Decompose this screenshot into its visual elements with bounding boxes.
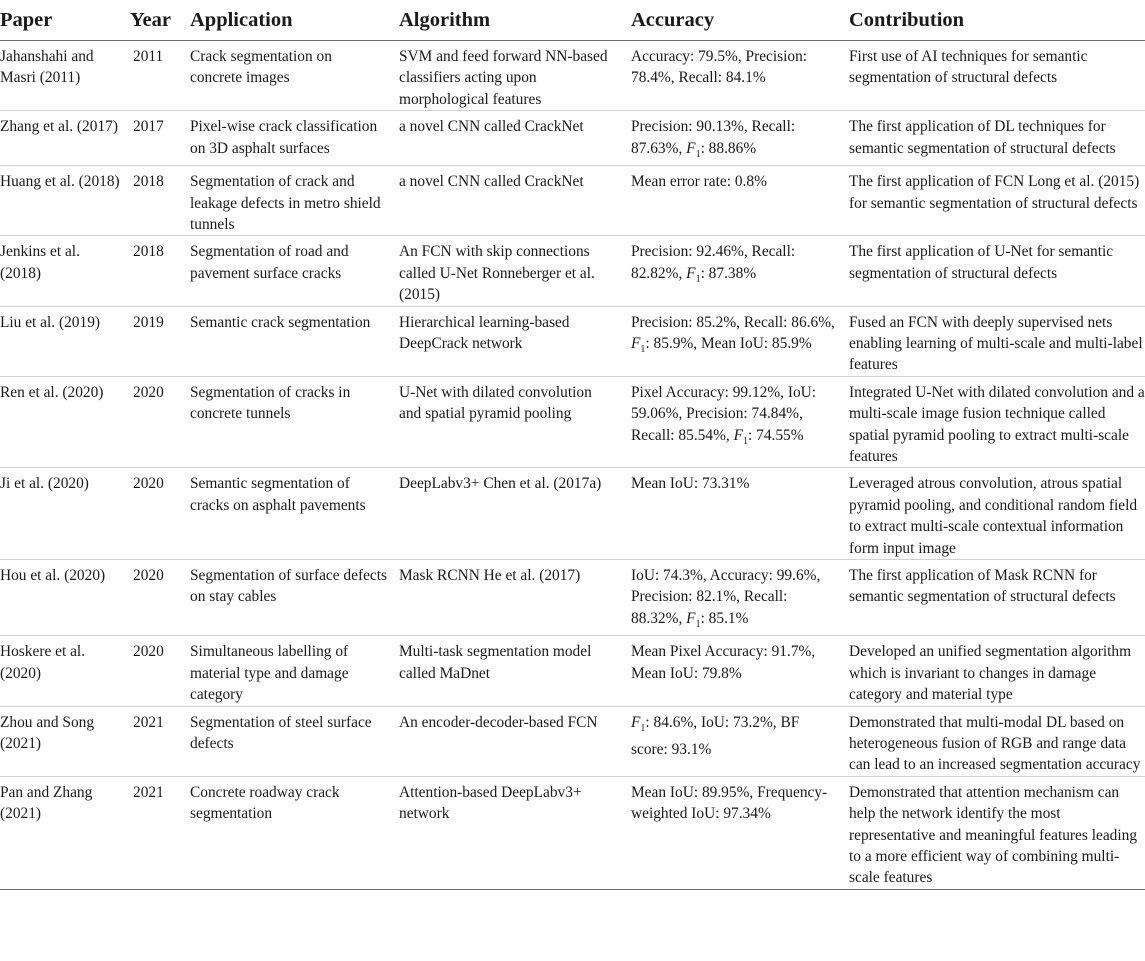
algorithm-cell	[399, 636, 631, 706]
algorithm-cell	[399, 166, 631, 236]
contribution-cell-text: The first application of DL techniques for semantic segmentation of structural defects	[849, 118, 1116, 157]
application-cell-text: Semantic segmentation of cracks on asphalt pavements	[190, 475, 366, 514]
algorithm-cell	[399, 236, 631, 306]
contribution-cell-text: The first application of U-Net for semantic segmentation of structural defects	[849, 243, 1114, 282]
table-row	[0, 776, 1145, 889]
paper-cell-text: Hoskere et al. (2020)	[0, 643, 86, 682]
application-cell-text: Segmentation of crack and leakage defects in metro shield tunnels	[190, 173, 381, 233]
accuracy-cell	[631, 376, 849, 468]
paper-cell	[0, 776, 130, 889]
contribution-cell-text: Fused an FCN with deeply supervised nets enabling learning of multi-scale and multi-label features	[849, 313, 1143, 374]
application-cell	[190, 468, 399, 560]
year-cell-text: 2020	[133, 643, 164, 661]
contribution-cell	[849, 636, 1145, 706]
table-row	[0, 636, 1145, 706]
application-cell	[190, 706, 399, 776]
year-cell	[130, 376, 190, 468]
year-cell-text: 2018	[133, 173, 164, 191]
paper-cell	[0, 41, 130, 111]
algorithm-cell-text: SVM and feed forward NN-based classifiers acting upon morphological features	[399, 48, 608, 108]
algorithm-cell	[399, 706, 631, 776]
table-row	[0, 306, 1145, 376]
year-cell	[130, 236, 190, 306]
accuracy-cell-text: Pixel Accuracy: 99.12%, IoU: 59.06%, Precision: 74.84%, Recall: 85.54%, $F_1$: 74.55%	[631, 383, 817, 447]
application-cell	[190, 560, 399, 636]
year-cell-text: 2017	[133, 118, 164, 136]
application-cell	[190, 111, 399, 166]
contribution-cell	[849, 776, 1145, 889]
year-cell-text: 2011	[133, 48, 164, 65]
algorithm-cell	[399, 776, 631, 889]
accuracy-cell-text: Precision: 90.13%, Recall: 87.63%, $F_1$: 88.86%	[631, 118, 796, 160]
paper-cell	[0, 236, 130, 306]
contribution-cell-text: First use of AI techniques for semantic segmentation of structural defects	[849, 48, 1088, 87]
contribution-cell	[849, 236, 1145, 306]
contribution-cell-text: The first application of FCN Long et al. (2015) for semantic segmentation of structural defects	[849, 173, 1140, 212]
year-cell-text: 2020	[133, 567, 164, 585]
contribution-cell	[849, 306, 1145, 376]
year-cell-text: 2021	[133, 783, 164, 801]
paper-cell-text: Zhang et al. (2017)	[0, 118, 118, 136]
paper-cell-text: Hou et al. (2020)	[0, 567, 106, 585]
application-cell-text: Segmentation of road and pavement surface cracks	[190, 243, 349, 282]
algorithm-cell-text: An encoder-decoder-based FCN	[399, 713, 598, 731]
paper-cell	[0, 166, 130, 236]
paper-cell-text: Jenkins et al. (2018)	[0, 243, 80, 282]
year-cell	[130, 41, 190, 111]
application-cell-text: Crack segmentation on concrete images	[190, 48, 332, 87]
contribution-cell	[849, 376, 1145, 468]
application-cell-text: Semantic crack segmentation	[190, 313, 371, 331]
table-row	[0, 560, 1145, 636]
accuracy-cell	[631, 41, 849, 111]
table-row	[0, 111, 1145, 166]
application-cell-text: Segmentation of cracks in concrete tunnels	[190, 383, 351, 423]
header-paper: Paper	[0, 0, 130, 41]
algorithm-cell	[399, 560, 631, 636]
year-cell	[130, 468, 190, 560]
table-row	[0, 166, 1145, 236]
year-cell	[130, 706, 190, 776]
header-application: Application	[190, 0, 399, 41]
algorithm-cell-text: Multi-task segmentation model called MaDnet	[399, 643, 592, 682]
accuracy-cell-text: Mean Pixel Accuracy: 91.7%, Mean IoU: 79.8%	[631, 643, 816, 682]
paper-cell-text: Huang et al. (2018)	[0, 173, 120, 191]
application-cell	[190, 376, 399, 468]
accuracy-cell-text: Precision: 85.2%, Recall: 86.6%, $F_1$: 85.9%, Mean IoU: 85.9%	[631, 313, 835, 356]
accuracy-cell-text: Mean error rate: 0.8%	[631, 173, 767, 191]
accuracy-cell-text: Mean IoU: 73.31%	[631, 475, 750, 493]
contribution-cell-text: Integrated U-Net with dilated convolution and a multi-scale image fusion technique called spatial pyramid pooling to extract multi-scale features	[849, 383, 1145, 465]
paper-cell-text: Zhou and Song (2021)	[0, 713, 95, 752]
year-cell-text: 2021	[133, 713, 164, 731]
accuracy-cell-text: Precision: 92.46%, Recall: 82.82%, $F_1$: 87.38%	[631, 243, 796, 285]
paper-cell	[0, 560, 130, 636]
application-cell	[190, 41, 399, 111]
contribution-cell	[849, 111, 1145, 166]
year-cell	[130, 776, 190, 889]
algorithm-cell-text: Mask RCNN He et al. (2017)	[399, 567, 581, 585]
table-header-row	[0, 0, 1145, 41]
year-cell-text: 2019	[133, 313, 164, 331]
table-row	[0, 706, 1145, 776]
accuracy-cell	[631, 560, 849, 636]
year-cell	[130, 560, 190, 636]
accuracy-cell	[631, 166, 849, 236]
year-cell-text: 2020	[133, 383, 164, 401]
algorithm-cell	[399, 376, 631, 468]
algorithm-cell-text: a novel CNN called CrackNet	[399, 118, 584, 136]
paper-cell-text: Pan and Zhang (2021)	[0, 783, 93, 823]
algorithm-cell	[399, 306, 631, 376]
contribution-cell	[849, 41, 1145, 111]
contribution-cell-text: Leveraged atrous convolution, atrous spatial pyramid pooling, and conditional random field to extract multi-scale contextual information form input image	[849, 475, 1138, 557]
year-cell-text: 2018	[133, 243, 164, 261]
accuracy-cell	[631, 636, 849, 706]
header-algorithm: Algorithm	[399, 0, 631, 41]
contribution-cell-text: The first application of Mask RCNN for semantic segmentation of structural defects	[849, 567, 1116, 606]
contribution-cell	[849, 560, 1145, 636]
application-cell	[190, 166, 399, 236]
application-cell-text: Simultaneous labelling of material type and damage category	[190, 643, 349, 704]
algorithm-cell	[399, 41, 631, 111]
table-row	[0, 468, 1145, 560]
paper-cell	[0, 636, 130, 706]
paper-cell	[0, 376, 130, 468]
accuracy-cell-text: Accuracy: 79.5%, Precision: 78.4%, Recall: 84.1%	[631, 48, 808, 87]
algorithm-cell	[399, 468, 631, 560]
accuracy-cell	[631, 111, 849, 166]
application-cell-text: Segmentation of steel surface defects	[190, 713, 372, 752]
algorithm-cell-text: An FCN with skip connections called U-Net Ronneberger et al. (2015)	[399, 243, 595, 304]
accuracy-cell	[631, 706, 849, 776]
application-cell-text: Pixel-wise crack classification on 3D asphalt surfaces	[190, 118, 378, 157]
accuracy-cell	[631, 468, 849, 560]
contribution-cell-text: Demonstrated that multi-modal DL based on heterogeneous fusion of RGB and range data can lead to an increased segmentation accuracy	[849, 713, 1141, 774]
contribution-cell	[849, 166, 1145, 236]
algorithm-cell-text: Hierarchical learning-based DeepCrack network	[399, 313, 570, 352]
accuracy-cell-text: IoU: 74.3%, Accuracy: 99.6%, Precision: 82.1%, Recall: 88.32%, $F_1$: 85.1%	[631, 567, 821, 630]
table-row	[0, 41, 1145, 111]
accuracy-cell	[631, 236, 849, 306]
accuracy-cell	[631, 776, 849, 889]
table-row	[0, 376, 1145, 468]
paper-cell-text: Jahanshahi and Masri (2011)	[0, 48, 94, 87]
paper-cell-text: Ren et al. (2020)	[0, 383, 104, 401]
application-cell-text: Concrete roadway crack segmentation	[190, 783, 340, 823]
paper-cell	[0, 111, 130, 166]
contribution-cell	[849, 468, 1145, 560]
year-cell	[130, 306, 190, 376]
paper-cell	[0, 306, 130, 376]
accuracy-cell	[631, 306, 849, 376]
algorithm-cell-text: Attention-based DeepLabv3+ network	[399, 783, 582, 823]
year-cell	[130, 166, 190, 236]
header-accuracy: Accuracy	[631, 0, 849, 41]
application-cell	[190, 236, 399, 306]
algorithm-cell	[399, 111, 631, 166]
year-cell	[130, 111, 190, 166]
application-cell	[190, 306, 399, 376]
contribution-cell	[849, 706, 1145, 776]
year-cell	[130, 636, 190, 706]
header-contribution: Contribution	[849, 0, 1145, 41]
contribution-cell-text: Demonstrated that attention mechanism can help the network identify the most representative and meaningful features leading to a more efficient way of combining multi-scale features	[849, 783, 1138, 887]
accuracy-cell-text: Mean IoU: 89.95%, Frequency-weighted IoU: 97.34%	[631, 783, 828, 823]
header-year: Year	[130, 0, 190, 41]
accuracy-cell-text: $F_1$: 84.6%, IoU: 73.2%, BF score: 93.1%	[631, 713, 800, 759]
application-cell	[190, 636, 399, 706]
algorithm-cell-text: U-Net with dilated convolution and spatial pyramid pooling	[399, 383, 592, 423]
application-cell-text: Segmentation of surface defects on stay cables	[190, 567, 388, 606]
year-cell-text: 2020	[133, 475, 164, 493]
algorithm-cell-text: DeepLabv3+ Chen et al. (2017a)	[399, 475, 602, 493]
paper-cell-text: Ji et al. (2020)	[0, 475, 89, 493]
paper-cell	[0, 468, 130, 560]
contribution-cell-text: Developed an unified segmentation algorithm which is invariant to changes in damage category and material type	[849, 643, 1132, 704]
algorithm-cell-text: a novel CNN called CrackNet	[399, 173, 584, 191]
paper-cell-text: Liu et al. (2019)	[0, 313, 101, 331]
table-row	[0, 236, 1145, 306]
application-cell	[190, 776, 399, 889]
paper-cell	[0, 706, 130, 776]
